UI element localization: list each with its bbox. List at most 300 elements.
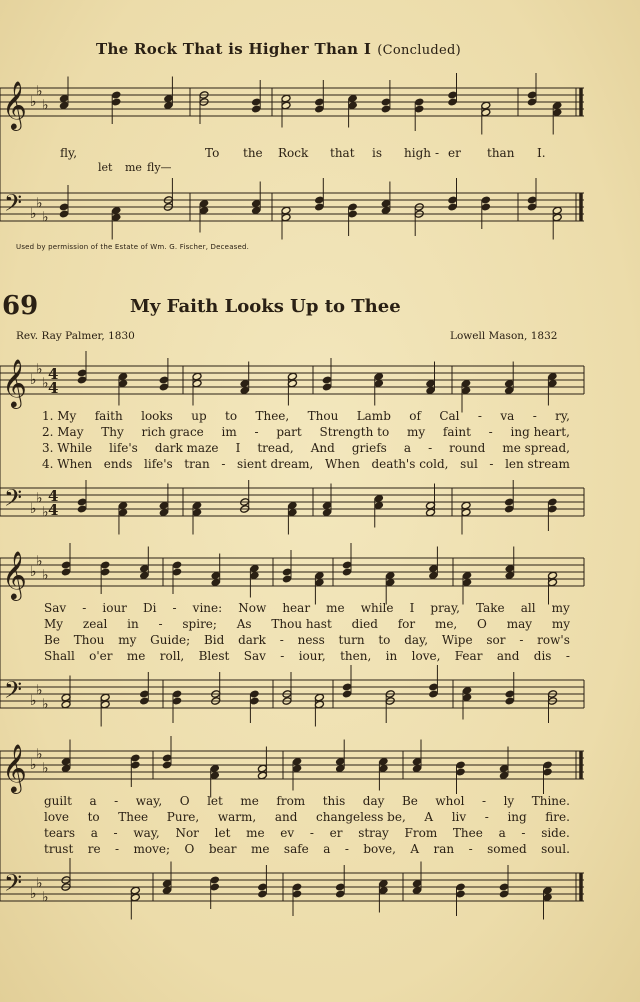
note-head: [348, 94, 358, 103]
note-head: [499, 890, 509, 899]
note-head: [281, 206, 291, 215]
note-head: [130, 893, 140, 902]
treble-clef-icon: 𝄞: [2, 80, 27, 129]
note-head: [342, 568, 352, 577]
note-head: [210, 883, 220, 892]
note-head: [552, 101, 562, 110]
lyric-line: [44, 810, 570, 824]
note-head: [412, 757, 422, 766]
note-head: [426, 501, 436, 510]
time-signature: 4: [48, 379, 59, 397]
note-head: [348, 210, 358, 219]
lyric-word: Thou: [307, 409, 339, 423]
note-head: [77, 376, 87, 385]
lyric-word: hear: [282, 601, 311, 615]
note-head: [527, 203, 537, 212]
note-head: [192, 379, 202, 388]
lyric-word: dark: [238, 633, 266, 647]
lyric-word: -: [82, 601, 87, 615]
prev-lyric-word: that: [330, 146, 355, 160]
lyric-word: way,: [133, 826, 160, 840]
note-head: [335, 757, 345, 766]
prev-lyric-word: To: [205, 146, 220, 160]
lyric-word: liv: [451, 810, 467, 824]
note-head: [314, 578, 324, 587]
note-head: [527, 91, 537, 100]
lyric-word: safe: [283, 842, 309, 856]
lyric-word: then,: [340, 649, 372, 663]
lyric-word: Thee: [118, 810, 149, 824]
lyric-word: Fear: [454, 649, 483, 663]
lyric-word: -: [309, 826, 314, 840]
note-head: [251, 98, 261, 107]
lyric-word: sor: [486, 633, 506, 647]
lyric-word: 4. When: [42, 457, 93, 471]
note-head: [322, 508, 332, 517]
note-head: [461, 508, 471, 517]
lyric-word: move;: [133, 842, 171, 856]
lyric-word: -: [172, 601, 177, 615]
lyric-word: warm,: [217, 810, 257, 824]
lyric-word: -: [115, 842, 120, 856]
lyric-word: side.: [541, 826, 570, 840]
lyric-word: Cal: [439, 409, 460, 423]
note-head: [374, 379, 384, 388]
note-head: [414, 98, 424, 107]
lyric-word: -: [468, 842, 473, 856]
note-head: [426, 386, 436, 395]
note-head: [499, 771, 509, 780]
note-head: [499, 883, 509, 892]
lyric-word: Be: [401, 794, 418, 808]
flat-icon: ♭: [36, 875, 43, 892]
lyric-word: Be: [44, 633, 60, 647]
lyric-word: A: [410, 842, 420, 856]
lyric-word: From: [404, 826, 438, 840]
lyric-word: O: [179, 794, 190, 808]
lyric-word: -: [113, 826, 118, 840]
note-head: [314, 700, 324, 709]
prev-lyric-word: fly,: [60, 146, 78, 160]
lyric-word: died: [351, 617, 378, 631]
note-head: [504, 386, 514, 395]
treble-clef-icon: 𝄞: [2, 358, 27, 407]
note-head: [192, 501, 202, 510]
note-head: [342, 683, 352, 692]
prev-lyric-word: Rock: [278, 146, 309, 160]
note-head: [414, 105, 424, 114]
note-head: [412, 886, 422, 895]
lyric-word: O: [184, 842, 195, 856]
note-head: [251, 199, 261, 208]
note-head: [322, 383, 332, 392]
lyric-word: guilt: [44, 794, 72, 808]
lyric-word: -: [519, 633, 524, 647]
lyric-line: [42, 441, 570, 455]
lyric-word: to: [87, 810, 100, 824]
note-head: [505, 564, 515, 573]
note-head: [456, 883, 466, 892]
lyric-word: my: [551, 601, 570, 615]
lyric-word: ends: [103, 457, 133, 471]
note-head: [162, 886, 172, 895]
lyric-word: ran: [433, 842, 455, 856]
lyric-word: im: [221, 425, 237, 439]
note-head: [249, 571, 259, 580]
note-head: [111, 98, 121, 107]
lyric-word: Strength to: [319, 425, 390, 439]
lyric-word: And: [310, 441, 335, 455]
flat-icon: ♭: [36, 195, 43, 212]
note-head: [548, 571, 558, 580]
note-head: [543, 761, 553, 770]
flat-icon: ♭: [36, 490, 43, 507]
lyric-word: bear: [208, 842, 237, 856]
lyric-word: Guide;: [150, 633, 191, 647]
note-head: [381, 206, 391, 215]
lyric-word: When: [324, 457, 360, 471]
lyric-word: Take: [476, 601, 505, 615]
lyric-line: [44, 601, 570, 615]
note-head: [481, 203, 491, 212]
note-head: [505, 571, 515, 580]
lyric-word: spire;: [182, 617, 217, 631]
lyric-word: me: [246, 826, 265, 840]
note-head: [426, 379, 436, 388]
note-head: [118, 501, 128, 510]
prev-lyric-word: high: [404, 146, 431, 160]
lyric-line: [42, 457, 570, 471]
lyric-word: -: [221, 457, 226, 471]
lyric-word: me spread,: [502, 441, 570, 455]
note-head: [257, 764, 267, 773]
note-head: [461, 379, 471, 388]
treble-clef-icon: 𝄞: [2, 550, 27, 599]
note-head: [159, 376, 169, 385]
note-head: [448, 203, 458, 212]
prev-lyric-word: I.: [537, 146, 546, 160]
lyric-word: me: [240, 794, 259, 808]
note-head: [240, 379, 250, 388]
note-head: [292, 883, 302, 892]
flat-icon: ♭: [36, 553, 43, 570]
note-head: [378, 886, 388, 895]
note-head: [162, 879, 172, 888]
bass-clef-icon: 𝄢: [4, 869, 23, 902]
lyric-word: me: [126, 649, 146, 663]
note-head: [462, 686, 472, 695]
lyric-word: tread,: [257, 441, 294, 455]
lyric-word: tears: [44, 826, 75, 840]
note-head: [385, 578, 395, 587]
note-head: [292, 757, 302, 766]
lyric-word: dark maze: [154, 441, 219, 455]
note-head: [251, 206, 261, 215]
note-head: [172, 561, 182, 570]
note-head: [139, 564, 149, 573]
note-head: [61, 764, 71, 773]
note-head: [287, 372, 297, 381]
note-head: [481, 101, 491, 110]
lyric-word: I: [409, 601, 415, 615]
lyric-word: me: [250, 842, 270, 856]
note-head: [552, 108, 562, 117]
note-head: [61, 757, 71, 766]
lyric-word: a: [90, 826, 98, 840]
note-head: [548, 578, 558, 587]
note-head: [547, 379, 557, 388]
note-head: [543, 893, 553, 902]
lyric-word: rich grace: [141, 425, 204, 439]
lyric-word: day: [362, 794, 385, 808]
note-head: [59, 203, 69, 212]
lyric-word: whol: [435, 794, 465, 808]
note-head: [426, 508, 436, 517]
note-head: [192, 372, 202, 381]
note-head: [118, 372, 128, 381]
note-head: [159, 501, 169, 510]
note-head: [163, 101, 173, 110]
lyric-word: -: [565, 649, 570, 663]
note-head: [314, 105, 324, 114]
flat-icon: ♭: [42, 504, 49, 521]
note-head: [111, 91, 121, 100]
lyric-word: looks: [141, 409, 173, 423]
lyric-word: me,: [434, 617, 458, 631]
note-head: [199, 206, 209, 215]
note-head: [348, 203, 358, 212]
lyric-word: me: [326, 601, 345, 615]
note-head: [461, 501, 471, 510]
lyric-word: sient dream,: [237, 457, 314, 471]
note-head: [240, 386, 250, 395]
lyric-word: Thee,: [255, 409, 290, 423]
lyric-word: iour,: [298, 649, 326, 663]
note-head: [139, 690, 149, 699]
note-head: [281, 101, 291, 110]
lyric-word: Shall: [44, 649, 75, 663]
lyric-word: iour: [102, 601, 127, 615]
lyric-word: changeless be,: [316, 810, 406, 824]
note-head: [257, 771, 267, 780]
lyric-word: bove,: [363, 842, 396, 856]
lyric-line: [44, 826, 570, 840]
note-head: [199, 199, 209, 208]
lyric-word: ing: [507, 810, 527, 824]
note-head: [163, 94, 173, 103]
lyric-word: round: [449, 441, 486, 455]
time-signature: 4: [48, 487, 59, 505]
prev-lyric-word: the: [243, 146, 263, 160]
flat-icon: ♭: [42, 209, 49, 226]
lyric-word: fire.: [545, 810, 570, 824]
lyric-word: -: [521, 826, 526, 840]
note-head: [499, 764, 509, 773]
hymn-title: My Faith Looks Up to Thee: [130, 296, 401, 317]
clefs-and-keys: [2, 80, 58, 906]
lyric-word: -: [489, 457, 494, 471]
flat-icon: ♭: [42, 760, 49, 777]
note-head: [543, 768, 553, 777]
note-head: [428, 690, 438, 699]
note-head: [322, 501, 332, 510]
time-signature: 4: [48, 365, 59, 383]
lyric-word: life's: [109, 441, 138, 455]
lyric-word: up: [191, 409, 207, 423]
lyric-word: Bid: [203, 633, 225, 647]
note-head: [374, 372, 384, 381]
lyric-word: As: [236, 617, 252, 631]
permission-note: Used by permission of the Estate of Wm. G. Fischer, Deceased.: [16, 243, 250, 251]
lyric-word: faith: [94, 409, 123, 423]
lyric-word: Sav: [44, 601, 67, 615]
lyric-word: in: [385, 649, 398, 663]
note-head: [287, 508, 297, 517]
flat-icon: ♭: [36, 682, 43, 699]
lyric-line: [42, 409, 570, 423]
note-head: [118, 508, 128, 517]
lyric-word: o'er: [89, 649, 113, 663]
lyric-word: somed: [487, 842, 527, 856]
lyric-word: vine:: [192, 601, 223, 615]
lyric-word: while: [360, 601, 394, 615]
note-head: [552, 206, 562, 215]
lyric-word: my: [406, 425, 426, 439]
flat-icon: ♭: [42, 696, 49, 713]
note-head: [374, 494, 384, 503]
flat-icon: ♭: [36, 361, 43, 378]
lyric-word: Blest: [198, 649, 230, 663]
note-head: [210, 764, 220, 773]
note-head: [111, 213, 121, 222]
lyric-word: a: [403, 441, 412, 455]
lyric-word: tran: [184, 457, 210, 471]
note-head: [342, 561, 352, 570]
lyric-word: in: [127, 617, 139, 631]
note-head: [282, 575, 292, 584]
note-head: [192, 508, 202, 517]
note-head: [249, 564, 259, 573]
lyric-word: turn: [338, 633, 365, 647]
lyric-line: [44, 617, 570, 631]
lyric-word: love: [44, 810, 69, 824]
flat-icon: ♭: [42, 567, 49, 584]
lyric-word: ness: [297, 633, 325, 647]
note-head: [378, 757, 388, 766]
lyric-line: [42, 425, 570, 439]
note-head: [461, 386, 471, 395]
lyric-word: Pure,: [166, 810, 200, 824]
treble-clef-icon: 𝄞: [2, 743, 27, 792]
note-head: [505, 697, 515, 706]
lyric-word: Sav: [243, 649, 266, 663]
note-head: [210, 771, 220, 780]
lyric-word: sul: [460, 457, 478, 471]
lyric-word: Thou: [73, 633, 105, 647]
lyric-word: ev: [280, 826, 295, 840]
lyric-word: love,: [411, 649, 441, 663]
note-head: [172, 697, 182, 706]
note-head: [159, 383, 169, 392]
flat-icon: ♭: [30, 757, 37, 773]
note-head: [335, 764, 345, 773]
lyric-word: part: [276, 425, 302, 439]
note-head: [249, 690, 259, 699]
note-head: [314, 196, 324, 205]
lyric-word: soul.: [541, 842, 570, 856]
note-head: [456, 768, 466, 777]
lyric-word: pray,: [430, 601, 460, 615]
note-head: [504, 498, 514, 507]
lyric-word: to: [225, 409, 238, 423]
note-head: [456, 890, 466, 899]
note-head: [130, 754, 140, 763]
note-head: [462, 578, 472, 587]
lyric-word: a: [323, 842, 331, 856]
note-head: [130, 761, 140, 770]
note-head: [77, 505, 87, 514]
lyric-word: trust: [44, 842, 74, 856]
note-head: [462, 693, 472, 702]
lyric-word: griefs: [351, 441, 387, 455]
note-head: [172, 568, 182, 577]
lyric-word: -: [532, 409, 537, 423]
note-head: [251, 105, 261, 114]
note-head: [348, 101, 358, 110]
note-head: [159, 508, 169, 517]
note-head: [139, 571, 149, 580]
hymn-author: Rev. Ray Palmer, 1830: [16, 330, 135, 342]
note-head: [172, 690, 182, 699]
note-head: [61, 700, 71, 709]
lyric-word: va: [500, 409, 515, 423]
note-head: [61, 561, 71, 570]
note-head: [448, 98, 458, 107]
prev-lyric-word: -: [435, 146, 440, 160]
lyric-line: [44, 794, 570, 808]
lyric-word: stray: [358, 826, 389, 840]
lyric-word: faint: [442, 425, 471, 439]
lyric-word: ing heart,: [510, 425, 570, 439]
lyric-word: 1. My: [42, 409, 77, 423]
note-head: [61, 568, 71, 577]
flat-icon: ♭: [36, 746, 43, 763]
lyric-word: Lamb: [356, 409, 391, 423]
lyric-word: zeal: [82, 617, 108, 631]
note-head: [381, 199, 391, 208]
note-head: [282, 568, 292, 577]
lyric-word: day,: [404, 633, 429, 647]
note-head: [505, 690, 515, 699]
note-head: [456, 761, 466, 770]
note-head: [257, 883, 267, 892]
prev-lyric-word: fly—: [147, 161, 172, 174]
note-head: [504, 505, 514, 514]
note-head: [527, 196, 537, 205]
lyric-word: -: [279, 633, 284, 647]
note-head: [59, 101, 69, 110]
lyric-word: let: [214, 826, 231, 840]
lyric-word: len stream: [505, 457, 570, 471]
lyric-word: a: [89, 794, 97, 808]
lyric-word: life's: [144, 457, 173, 471]
time-signature: 4: [48, 501, 59, 519]
note-head: [59, 210, 69, 219]
note-head: [100, 693, 110, 702]
note-head: [448, 196, 458, 205]
note-head: [118, 379, 128, 388]
note-head: [547, 498, 557, 507]
